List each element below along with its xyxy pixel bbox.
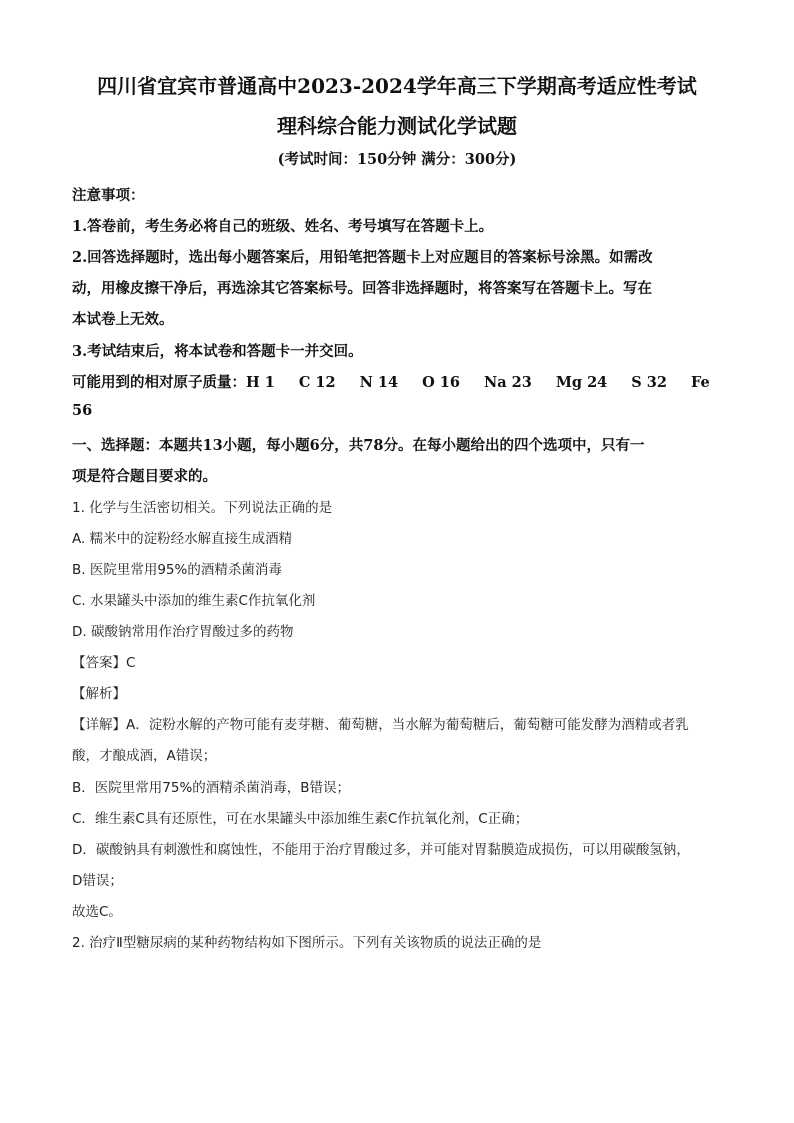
note-item-2-line1: 2.回答选择题时，选出每小题答案后，用铅笔把答题卡上对应题目的答案标号涂黑。如需改: [72, 249, 653, 266]
atomic-mass-o: O 16: [422, 374, 460, 391]
q1-detail-line6: D错误；: [72, 873, 123, 889]
q1-detail-line3: B．医院里常用75%的酒精杀菌消毒，B错误；: [72, 780, 351, 796]
exam-info: (考试时间：150分钟 满分：300分): [277, 151, 517, 168]
exam-title-line2: 理科综合能力测试化学试题: [277, 114, 517, 138]
q1-detail-line2: 酸，才酿成酒，A错误；: [72, 748, 217, 764]
atomic-mass-c: C 12: [298, 374, 336, 391]
q1-option-b: B. 医院里常用95%的酒精杀菌消毒: [72, 562, 282, 578]
section1-heading-line1: 一、选择题：本题共13小题，每小题6分，共78分。在每小题给出的四个选项中，只有一: [72, 437, 645, 454]
atomic-mass-wrap: 56: [72, 402, 93, 419]
q1-option-a: A. 糯米中的淀粉经水解直接生成酒精: [72, 531, 293, 547]
q1-detail-line7: 故选C。: [72, 904, 122, 920]
q1-answer: 【答案】C: [72, 655, 136, 671]
atomic-mass-h: H 1: [246, 374, 275, 391]
exam-title-line1: 四川省宜宾市普通高中2023-2024学年高三下学期高考适应性考试: [97, 74, 697, 98]
q1-detail-line5: D．碳酸钠具有刺激性和腐蚀性，不能用于治疗胃酸过多，并可能对胃黏膜造成损伤，可以用碳酸氢钠，: [72, 842, 690, 858]
q1-option-d: D. 碳酸钠常用作治疗胃酸过多的药物: [72, 624, 294, 640]
atomic-mass-s: S 32: [631, 374, 667, 391]
atomic-mass-label: 可能用到的相对原子质量：: [72, 374, 246, 391]
q1-detail-line4: C．维生素C具有还原性，可在水果罐头中添加维生素C作抗氧化剂，C正确；: [72, 811, 529, 827]
q1-analysis-label: 【解析】: [72, 686, 126, 702]
note-item-2-line2: 动，用橡皮擦干净后，再选涂其它答案标号。回答非选择题时，将答案写在答题卡上。写在: [72, 280, 652, 297]
atomic-mass-mg: Mg 24: [555, 374, 608, 391]
q1-detail-line1: 【详解】A．淀粉水解的产物可能有麦芽糖、葡萄糖，当水解为葡萄糖后，葡萄糖可能发酵为酒精或者乳: [72, 717, 689, 733]
atomic-mass-n: N 14: [359, 374, 399, 391]
section1-heading-line2: 项是符合题目要求的。: [72, 468, 217, 485]
note-item-3: 3.考试结束后，将本试卷和答题卡一并交回。: [72, 343, 363, 360]
notes-heading: 注意事项：: [72, 187, 145, 204]
note-item-1: 1.答卷前，考生务必将自己的班级、姓名、考号填写在答题卡上。: [72, 218, 494, 235]
atomic-mass-fe: Fe: [690, 374, 710, 391]
atomic-mass-row: [72, 371, 710, 392]
q2-stem: 2. 治疗Ⅱ型糖尿病的某种药物结构如下图所示。下列有关该物质的说法正确的是: [72, 935, 542, 951]
note-item-2-line3: 本试卷上无效。: [72, 311, 174, 328]
atomic-mass-na: Na 23: [483, 374, 532, 391]
q1-stem: 1. 化学与生活密切相关。下列说法正确的是: [72, 500, 333, 516]
q1-option-c: C. 水果罐头中添加的维生素C作抗氧化剂: [72, 593, 316, 609]
